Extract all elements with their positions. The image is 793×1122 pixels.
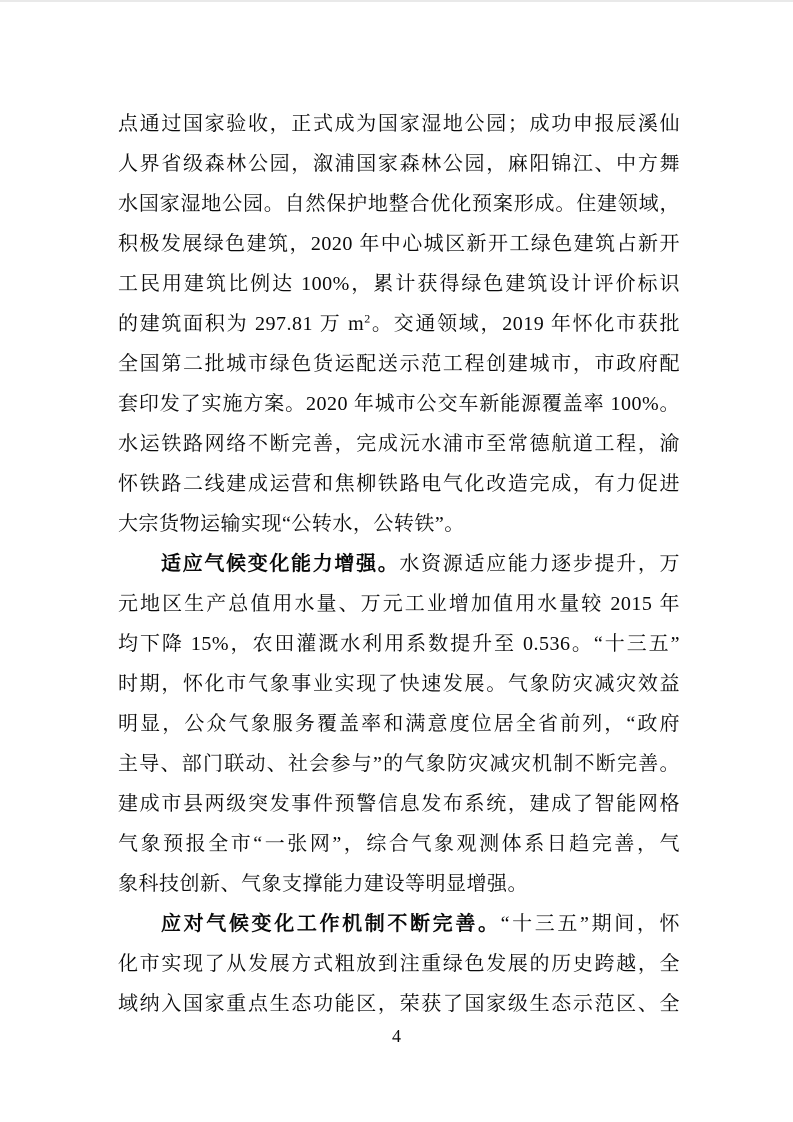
text-line [118,584,680,624]
text-line [118,464,680,504]
text-line [118,504,680,544]
text-line [118,144,680,184]
text-segment: 气象预报全市“一张网”，综合气象观测体系日趋完善，气 [118,833,680,855]
page-top-edge [0,0,793,2]
paragraph-lead-bold: 适应气候变化能力增强。 [161,553,400,575]
text-line [118,104,680,144]
text-line [118,264,680,304]
text-segment: 点通过国家验收，正式成为国家湿地公园；成功申报辰溪仙 [118,113,680,135]
text-line [118,864,680,904]
text-line [118,664,680,704]
text-segment: 均下降 15%，农田灌溉水利用系数提升至 0.536。“十三五” [118,633,680,655]
text-line [118,344,680,384]
text-line [118,224,680,264]
text-line [118,544,680,584]
paragraph-lead-bold: 应对气候变化工作机制不断完善。 [161,913,501,935]
text-line [118,304,680,344]
text-segment: 人界省级森林公园，溆浦国家森林公园，麻阳锦江、中方舞 [118,153,680,175]
superscript-2: 2 [364,311,371,326]
text-segment: 建成市县两级突发事件预警信息发布系统，建成了智能网格 [118,793,680,815]
text-segment: 象科技创新、气象支撑能力建设等明显增强。 [118,873,528,895]
text-segment: “十三五”期间，怀 [500,913,680,935]
text-segment: 积极发展绿色建筑，2020 年中心城区新开工绿色建筑占新开 [118,233,680,255]
text-segment: 元地区生产总值用水量、万元工业增加值用水量较 2015 年 [118,593,680,615]
text-segment: 域纳入国家重点生态功能区，荣获了国家级生态示范区、全 [118,993,680,1015]
text-segment: 工民用建筑比例达 100%，累计获得绿色建筑设计评价标识 [118,273,680,295]
text-segment: 水资源适应能力逐步提升，万 [399,553,680,575]
text-segment: 。交通领域，2019 年怀化市获批 [370,313,680,335]
text-segment: 主导、部门联动、社会参与”的气象防灾减灾机制不断完善。 [118,753,680,775]
text-line [118,784,680,824]
text-line [118,424,680,464]
page-number: 4 [392,1026,401,1046]
text-line [118,624,680,664]
text-line [118,384,680,424]
text-segment: 的建筑面积为 297.81 万 m [118,313,365,335]
text-segment: 怀铁路二线建成运营和焦柳铁路电气化改造完成，有力促进 [118,473,680,495]
text-segment: 全国第二批城市绿色货运配送示范工程创建城市，市政府配 [118,353,680,375]
text-segment: 套印发了实施方案。2020 年城市公交车新能源覆盖率 100%。 [118,393,680,415]
text-segment: 大宗货物运输实现“公转水，公转铁”。 [118,513,465,535]
text-line [118,944,680,984]
text-line [118,824,680,864]
text-line [118,744,680,784]
text-segment: 水运铁路网络不断完善，完成沅水浦市至常德航道工程，渝 [118,433,680,455]
text-line [118,984,680,1024]
text-segment: 时期，怀化市气象事业实现了快速发展。气象防灾减灾效益 [118,673,680,695]
text-line [118,904,680,944]
text-line [118,704,680,744]
text-segment: 明显，公众气象服务覆盖率和满意度位居全省前列，“政府 [118,713,680,735]
text-line [118,184,680,224]
document-body [118,104,680,1024]
text-segment: 水国家湿地公园。自然保护地整合优化预案形成。住建领域， [118,193,680,215]
text-segment: 化市实现了从发展方式粗放到注重绿色发展的历史跨越，全 [118,953,680,975]
